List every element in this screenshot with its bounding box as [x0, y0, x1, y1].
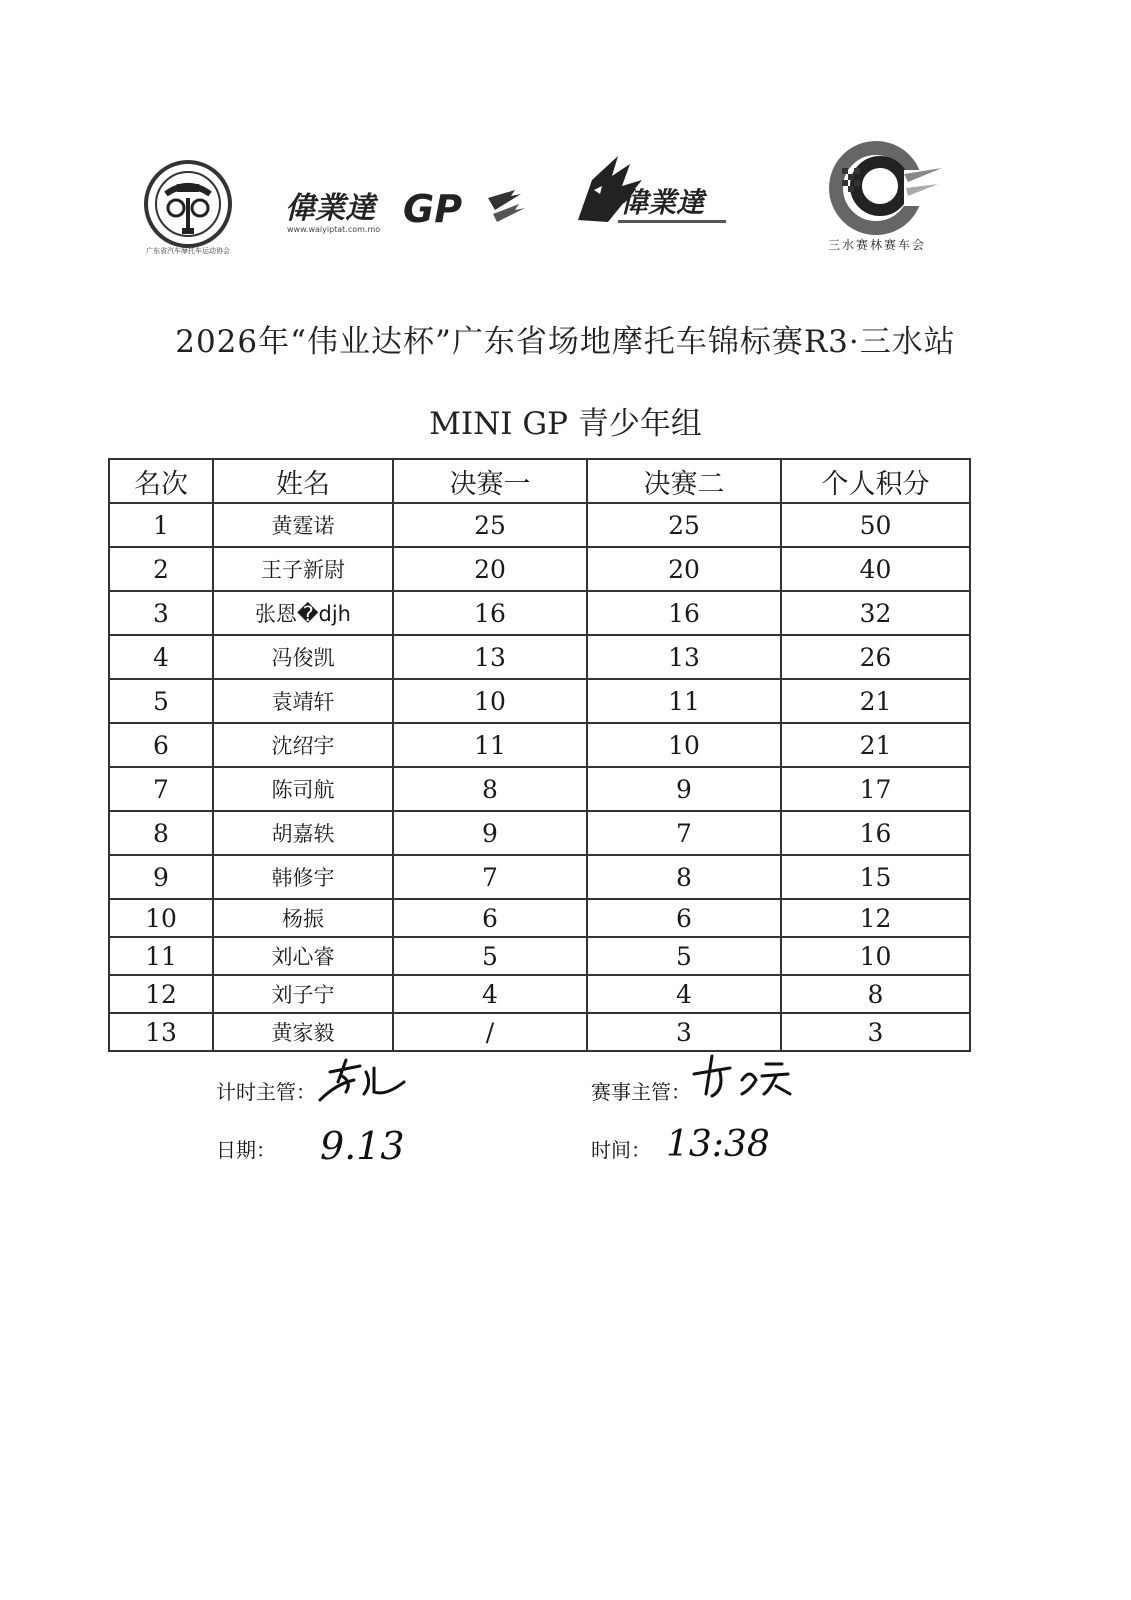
sanshui-logo-caption: 三水赛林赛车会	[827, 238, 926, 252]
cell-race1: 9	[393, 811, 587, 855]
cell-race1: 16	[393, 591, 587, 635]
cell-points: 16	[781, 811, 970, 855]
cell-points: 3	[781, 1013, 970, 1051]
cell-name: 杨振	[213, 899, 393, 937]
cell-race1: 20	[393, 547, 587, 591]
time-label: 时间：	[591, 1138, 651, 1162]
table-row	[109, 811, 970, 855]
cell-race2: 7	[587, 811, 781, 855]
cell-points: 32	[781, 591, 970, 635]
cell-rank: 7	[109, 767, 213, 811]
timing-supervisor-label: 计时主管：	[216, 1080, 316, 1104]
cell-race1: 25	[393, 503, 587, 547]
cell-race2: 10	[587, 723, 781, 767]
table-row	[109, 767, 970, 811]
cell-points: 26	[781, 635, 970, 679]
cell-name: 陈司航	[213, 767, 393, 811]
cell-rank: 6	[109, 723, 213, 767]
page-subtitle: MINI GP 青少年组	[429, 406, 702, 442]
gdmsa-emblem	[128, 158, 248, 250]
cell-points: 8	[781, 975, 970, 1013]
header-race1: 决赛一	[393, 459, 587, 503]
table-row	[109, 723, 970, 767]
cell-rank: 1	[109, 503, 213, 547]
cell-race1: 10	[393, 679, 587, 723]
cell-rank: 4	[109, 635, 213, 679]
cell-name: 韩修宇	[213, 855, 393, 899]
cell-race2: 4	[587, 975, 781, 1013]
cell-race1: 13	[393, 635, 587, 679]
table-row	[109, 937, 970, 975]
cell-race2: 9	[587, 767, 781, 811]
cell-race2: 11	[587, 679, 781, 723]
table-row	[109, 975, 970, 1013]
cell-race1: 6	[393, 899, 587, 937]
cell-race2: 13	[587, 635, 781, 679]
header-name: 姓名	[213, 459, 393, 503]
header-points: 个人积分	[781, 459, 970, 503]
cell-race2: 8	[587, 855, 781, 899]
page-title: 2026年“伟业达杯”广东省场地摩托车锦标赛R3·三水站	[175, 324, 956, 360]
table-row	[109, 855, 970, 899]
cell-name: 沈绍宇	[213, 723, 393, 767]
cell-name: 冯俊凯	[213, 635, 393, 679]
gp-logo-wordmark: 偉業達	[285, 191, 375, 226]
cell-points: 21	[781, 679, 970, 723]
gp-logo-gp-letters: GP	[403, 187, 463, 231]
cell-rank: 9	[109, 855, 213, 899]
cell-rank: 3	[109, 591, 213, 635]
cell-points: 12	[781, 899, 970, 937]
cell-name: 刘心睿	[213, 937, 393, 975]
cell-race1: 5	[393, 937, 587, 975]
cell-points: 40	[781, 547, 970, 591]
time-value: 13:38	[666, 1124, 770, 1165]
table-row	[109, 547, 970, 591]
cell-rank: 8	[109, 811, 213, 855]
timing-supervisor-signature	[316, 1052, 420, 1104]
table-row	[109, 899, 970, 937]
cell-race2: 3	[587, 1013, 781, 1051]
cell-race2: 16	[587, 591, 781, 635]
race-supervisor-label: 赛事主管：	[591, 1080, 691, 1104]
cell-rank: 11	[109, 937, 213, 975]
wai-ip-tat-wolf-logo	[572, 150, 734, 232]
cell-race2: 20	[587, 547, 781, 591]
cell-race2: 25	[587, 503, 781, 547]
cell-points: 50	[781, 503, 970, 547]
cell-rank: 2	[109, 547, 213, 591]
date-value: 9.13	[320, 1124, 405, 1168]
cell-name: 张恩�djh	[213, 591, 393, 635]
race-supervisor-signature	[690, 1050, 800, 1102]
header-rank: 名次	[109, 459, 213, 503]
header-race2: 决赛二	[587, 459, 781, 503]
cell-points: 15	[781, 855, 970, 899]
table-header-row	[109, 459, 970, 503]
cell-points: 10	[781, 937, 970, 975]
cell-name: 黄家毅	[213, 1013, 393, 1051]
cell-rank: 13	[109, 1013, 213, 1051]
cell-race1: 4	[393, 975, 587, 1013]
cell-name: 袁靖轩	[213, 679, 393, 723]
cell-rank: 10	[109, 899, 213, 937]
cell-race2: 6	[587, 899, 781, 937]
cell-rank: 12	[109, 975, 213, 1013]
date-label: 日期：	[216, 1138, 276, 1162]
cell-points: 21	[781, 723, 970, 767]
results-table	[108, 458, 971, 1052]
table-row	[109, 591, 970, 635]
cell-race1: 11	[393, 723, 587, 767]
cell-name: 王子新尉	[213, 547, 393, 591]
cell-race1: 7	[393, 855, 587, 899]
cell-name: 胡嘉轶	[213, 811, 393, 855]
cell-race1: 8	[393, 767, 587, 811]
gp-logo-url: www.waiyiptat.com.mo	[287, 225, 381, 234]
table-row	[109, 679, 970, 723]
table-row	[109, 635, 970, 679]
cell-race2: 5	[587, 937, 781, 975]
gdmsa-emblem-caption: 广东省汽车摩托车运动协会	[146, 247, 230, 255]
cell-race1: /	[393, 1013, 587, 1051]
cell-name: 刘子宁	[213, 975, 393, 1013]
wolf-logo-wordmark: 偉業達	[620, 186, 705, 219]
cell-name: 黄霆诺	[213, 503, 393, 547]
table-row	[109, 1013, 970, 1051]
table-row	[109, 503, 970, 547]
cell-rank: 5	[109, 679, 213, 723]
wai-ip-tat-gp-logo	[283, 186, 533, 236]
cell-points: 17	[781, 767, 970, 811]
